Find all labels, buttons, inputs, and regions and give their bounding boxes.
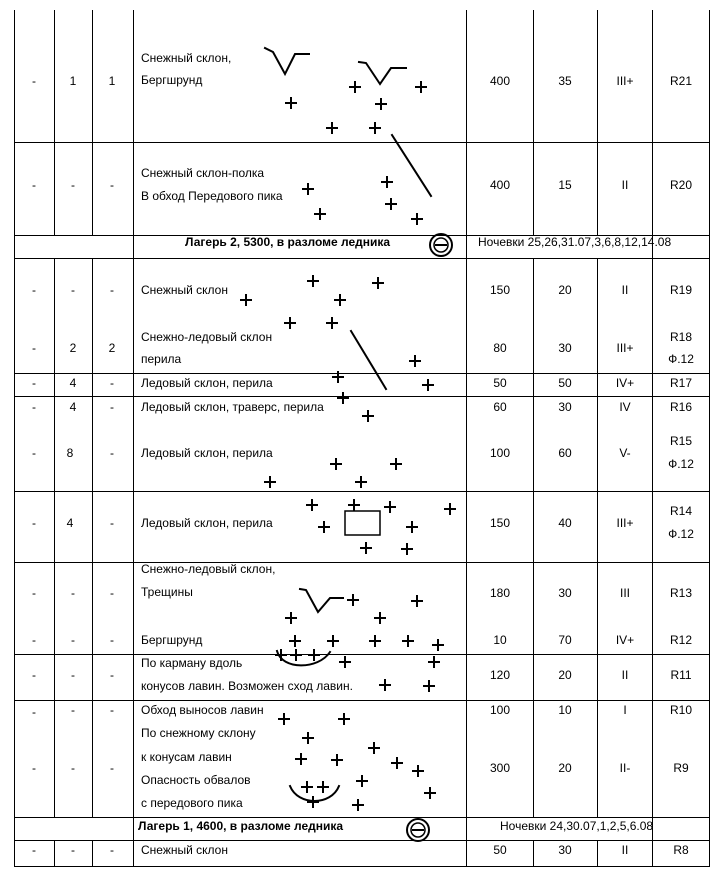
cell-a: - (32, 516, 36, 530)
cell-segment: R13 (669, 586, 693, 600)
cell-category: II- (619, 761, 631, 775)
cell-c: - (110, 633, 114, 647)
col-line (92, 258, 93, 817)
cell-b: 8 (66, 446, 74, 460)
snow-plus-icon (390, 458, 402, 470)
crevasse-icon (300, 589, 343, 612)
snow-plus-icon (368, 742, 380, 754)
cell-segment: R16 (669, 400, 693, 414)
camp-tent-icon (407, 819, 429, 841)
cell-segment: R20 (669, 178, 693, 192)
snow-plus-icon (360, 542, 372, 554)
col-line (466, 10, 467, 866)
row-line (14, 491, 710, 492)
cell-angle: 30 (558, 341, 572, 355)
ice-slope-line-icon (351, 331, 386, 389)
snow-plus-icon (318, 521, 330, 533)
cell-angle: 20 (558, 668, 572, 682)
snow-plus-icon (301, 781, 313, 793)
col-line (652, 10, 653, 866)
camp-title: Лагерь 1, 4600, в разломе ледника (138, 819, 344, 833)
avalanche-cone-icon (290, 786, 339, 801)
desc-line: Снежный склон, (141, 51, 232, 65)
cell-angle: 35 (558, 74, 572, 88)
cell-angle: 70 (558, 633, 572, 647)
cell-length: 50 (493, 843, 507, 857)
desc-line: к конусам лавин (141, 750, 232, 764)
cell-b: 1 (69, 74, 77, 88)
snow-plus-icon (415, 81, 427, 93)
cell-a: - (32, 633, 36, 647)
row-line (14, 562, 710, 563)
cell-c: 1 (108, 74, 116, 88)
desc-line: Обход выносов лавин (141, 703, 264, 717)
desc-line: Снежно-ледовый склон, (141, 562, 276, 576)
snow-plus-icon (308, 649, 320, 661)
snow-plus-icon (338, 713, 350, 725)
cell-angle: 30 (558, 586, 572, 600)
desc-line: По снежному склону (141, 726, 256, 740)
cell-category: III+ (616, 516, 634, 530)
snow-plus-icon (355, 476, 367, 488)
cell-c: - (110, 516, 114, 530)
cell-a: - (32, 586, 36, 600)
col-line (597, 10, 598, 235)
desc-line: Снежный склон (141, 283, 228, 297)
snow-plus-icon (374, 612, 386, 624)
snow-plus-icon (285, 612, 297, 624)
row-line (14, 866, 710, 867)
col-line (92, 840, 93, 866)
cell-segment: R9 (673, 761, 689, 775)
snow-plus-icon (409, 355, 421, 367)
cell-a: - (32, 74, 36, 88)
cell-b: - (71, 586, 75, 600)
desc-line: Трещины (141, 585, 193, 599)
camp-nights: Ночевки 25,26,31.07,3,6,8,12,14.08 (478, 235, 672, 249)
cell-angle: 50 (558, 376, 572, 390)
cell-length: 50 (493, 376, 507, 390)
cell-c: 2 (108, 341, 116, 355)
cell-length: 120 (489, 668, 511, 682)
desc-line: По карману вдоль (141, 656, 243, 670)
cell-category: V- (619, 446, 631, 460)
camp-title: Лагерь 2, 5300, в разломе ледника (185, 235, 391, 249)
snow-plus-icon (402, 635, 414, 647)
row-line (14, 840, 710, 841)
snow-plus-icon (348, 499, 360, 511)
cell-b: 2 (69, 341, 77, 355)
cell-b: - (71, 178, 75, 192)
cell-category: II (621, 668, 629, 682)
cell-angle: 30 (558, 400, 572, 414)
cell-a: - (32, 341, 36, 355)
cell-a: - (32, 843, 36, 857)
snow-plus-icon (326, 122, 338, 134)
cell-b: - (71, 843, 75, 857)
cell-length: 10 (493, 633, 507, 647)
snow-plus-icon (362, 410, 374, 422)
cell-note: Ф.12 (668, 457, 694, 471)
bergschrund-icon (359, 62, 406, 84)
cell-category: II (621, 283, 629, 297)
cell-c: - (110, 446, 114, 460)
snow-plus-icon (275, 649, 287, 661)
cell-a: - (32, 376, 36, 390)
snow-plus-icon (369, 122, 381, 134)
desc-line: Ледовый склон, перила (141, 376, 273, 390)
col-line (533, 258, 534, 817)
snow-plus-icon (385, 198, 397, 210)
snow-plus-icon (289, 635, 301, 647)
snow-plus-icon (306, 499, 318, 511)
cell-b: - (71, 283, 75, 297)
snow-plus-icon (424, 787, 436, 799)
cell-b: - (71, 703, 75, 717)
cell-category: III (619, 586, 631, 600)
cell-c: - (110, 668, 114, 682)
snow-plus-icon (369, 635, 381, 647)
snow-plus-icon (307, 275, 319, 287)
cell-category: III+ (616, 341, 634, 355)
snow-plus-icon (411, 213, 423, 225)
desc-line: конусов лавин. Возможен сход лавин. (141, 679, 353, 693)
col-line (533, 840, 534, 866)
snow-plus-icon (379, 679, 391, 691)
cell-segment: R21 (669, 74, 693, 88)
cell-length: 100 (489, 703, 511, 717)
cell-a: - (32, 178, 36, 192)
snow-plus-icon (412, 765, 424, 777)
snow-plus-icon (381, 176, 393, 188)
cell-c: - (110, 761, 114, 775)
cell-c: - (110, 586, 114, 600)
cell-length: 150 (489, 283, 511, 297)
cell-category: II (621, 843, 629, 857)
col-line (133, 10, 134, 866)
cell-b: - (71, 761, 75, 775)
bergschrund-icon (265, 48, 309, 74)
snow-plus-icon (422, 379, 434, 391)
snow-plus-icon (423, 680, 435, 692)
camp-tent-icon (430, 234, 452, 256)
snow-plus-icon (284, 317, 296, 329)
cell-segment: R17 (669, 376, 693, 390)
cell-b: 4 (69, 376, 77, 390)
col-line (14, 10, 15, 866)
cell-b: 4 (69, 400, 77, 414)
snow-plus-icon (327, 635, 339, 647)
row-line (14, 817, 710, 818)
desc-line: Снежный склон-полка (141, 166, 265, 180)
camp-nights: Ночевки 24,30.07,1,2,5,6.08 (500, 819, 654, 833)
snow-plus-icon (339, 656, 351, 668)
cell-note: Ф.12 (668, 527, 694, 541)
cell-a: - (32, 668, 36, 682)
cell-segment: R14 (669, 504, 693, 518)
cell-a: - (32, 446, 36, 460)
cell-segment: R10 (669, 703, 693, 717)
snow-plus-icon (302, 732, 314, 744)
cell-c: - (110, 283, 114, 297)
cell-segment: R12 (669, 633, 693, 647)
snow-plus-icon (330, 458, 342, 470)
snow-plus-icon (240, 294, 252, 306)
snow-plus-icon (375, 98, 387, 110)
col-line (54, 840, 55, 866)
cell-c: - (110, 703, 114, 717)
desc-line: Бергшрунд (141, 73, 203, 87)
cell-category: IV+ (615, 633, 635, 647)
cell-segment: R18 (669, 330, 693, 344)
cell-segment: R8 (673, 843, 689, 857)
desc-line: перила (141, 352, 182, 366)
cell-a: - (32, 400, 36, 414)
row-line (14, 654, 710, 655)
cell-angle: 30 (558, 843, 572, 857)
snow-plus-icon (372, 277, 384, 289)
cell-angle: 15 (558, 178, 572, 192)
cell-segment: R15 (669, 434, 693, 448)
desc-line: Снежный склон (141, 843, 228, 857)
snow-plus-icon (290, 649, 302, 661)
row-line (14, 700, 710, 701)
cell-angle: 20 (558, 761, 572, 775)
col-line (54, 10, 55, 235)
desc-line: В обход Передового пика (141, 189, 283, 203)
snow-plus-icon (317, 781, 329, 793)
desc-line: Ледовый склон, траверс, перила (141, 400, 324, 414)
cell-segment: R11 (670, 668, 692, 682)
snow-plus-icon (444, 503, 456, 515)
desc-line: Опасность обвалов (141, 773, 251, 787)
snow-plus-icon (307, 796, 319, 808)
cell-category: IV (619, 400, 631, 414)
col-line (709, 10, 710, 866)
cell-a: - (32, 761, 36, 775)
cell-length: 180 (489, 586, 511, 600)
desc-line: Ледовый склон, перила (141, 446, 273, 460)
cell-angle: 40 (558, 516, 572, 530)
cell-length: 100 (489, 446, 511, 460)
snow-plus-icon (406, 521, 418, 533)
row-line (14, 258, 710, 259)
cell-c: - (110, 178, 114, 192)
col-line (597, 840, 598, 866)
snow-plus-icon (337, 392, 349, 404)
cell-length: 80 (493, 341, 507, 355)
snow-plus-icon (428, 656, 440, 668)
ice-slope-line-icon (392, 135, 431, 196)
cell-length: 150 (489, 516, 511, 530)
cell-length: 400 (489, 74, 511, 88)
desc-line: Бергшрунд (141, 633, 203, 647)
cell-angle: 20 (558, 283, 572, 297)
snow-plus-icon (411, 595, 423, 607)
row-line (14, 396, 710, 397)
snow-plus-icon (278, 713, 290, 725)
snow-plus-icon (384, 501, 396, 513)
col-line (533, 10, 534, 235)
cell-length: 300 (489, 761, 511, 775)
col-line (54, 258, 55, 817)
cell-a: - (32, 283, 36, 297)
cell-b: - (71, 668, 75, 682)
snow-plus-icon (334, 294, 346, 306)
snow-plus-icon (264, 476, 276, 488)
cell-b: 4 (66, 516, 74, 530)
snow-plus-icon (331, 754, 343, 766)
desc-line: с передового пика (141, 796, 243, 810)
snow-plus-icon (432, 639, 444, 651)
cell-angle: 60 (558, 446, 572, 460)
desc-line: Снежно-ледовый склон (141, 330, 273, 344)
cell-length: 60 (493, 400, 507, 414)
snow-plus-icon (391, 757, 403, 769)
cell-a: - (32, 705, 36, 719)
cell-b: - (71, 633, 75, 647)
snow-plus-icon (356, 775, 368, 787)
col-line (92, 10, 93, 235)
row-line (14, 142, 710, 143)
cell-category: III+ (616, 74, 634, 88)
col-line (597, 258, 598, 817)
snow-plus-icon (285, 97, 297, 109)
snow-plus-icon (314, 208, 326, 220)
cell-category: II (621, 178, 629, 192)
snow-plus-icon (349, 81, 361, 93)
cell-note: Ф.12 (668, 352, 694, 366)
snow-plus-icon (326, 317, 338, 329)
cell-segment: R19 (669, 283, 693, 297)
cell-category: IV+ (615, 376, 635, 390)
cell-angle: 10 (558, 703, 572, 717)
row-line (14, 373, 710, 374)
snow-plus-icon (295, 753, 307, 765)
rock-outcrop-icon (345, 511, 380, 535)
snow-plus-icon (401, 543, 413, 555)
cell-c: - (110, 843, 114, 857)
desc-line: Ледовый склон, перила (141, 516, 273, 530)
snow-plus-icon (352, 799, 364, 811)
snow-plus-icon (347, 594, 359, 606)
cell-c: - (110, 400, 114, 414)
cell-c: - (110, 376, 114, 390)
cell-category: I (623, 703, 627, 717)
snow-plus-icon (302, 183, 314, 195)
cell-length: 400 (489, 178, 511, 192)
